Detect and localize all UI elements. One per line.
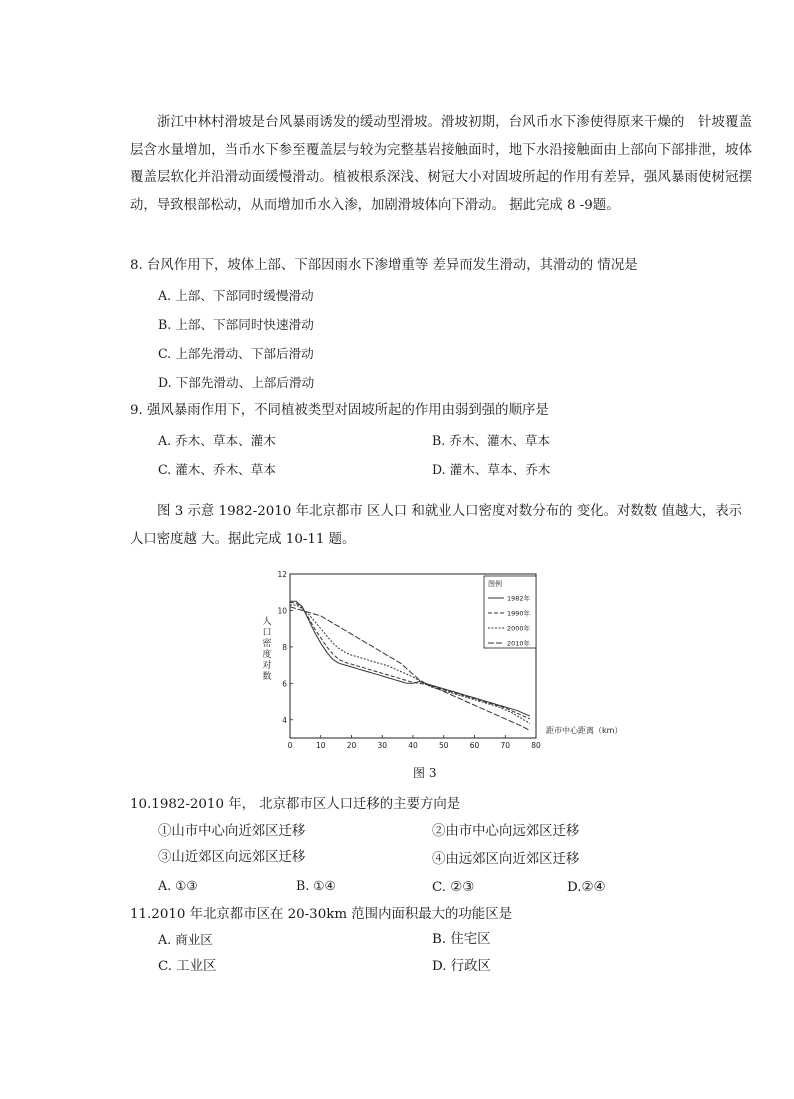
question-11-stem: 11.2010 年北京都市区在 20-30km 范围内面积最大的功能区是 — [130, 907, 512, 922]
question-10-option-c: C. ②③ — [432, 880, 475, 895]
question-11-option-d: D. 行政区 — [432, 959, 491, 974]
x-tick-label: 60 — [469, 741, 480, 750]
question-9-option-c: C. 灌木、乔木、草本 — [158, 462, 276, 477]
legend-label: 1990年 — [507, 609, 531, 618]
question-9-stem: 9. 强风暴雨作用下，不同植被类型对固坡所起的作用由弱到强的顺序是 — [130, 403, 549, 418]
question-10-stem: 10.1982-2010 年， 北京都市区人口迁移的主要方向是 — [130, 797, 461, 812]
question-10-option-a: A. ①③ — [158, 878, 198, 893]
question-8-option-d: D. 下部先滑动、上部后滑动 — [158, 375, 315, 390]
question-10-statement-2: ②由市中心向远郊区迁移 — [432, 824, 580, 839]
question-10-option-d: D.②④ — [567, 880, 606, 895]
x-tick-label: 20 — [346, 741, 357, 750]
x-axis-label: 距市中心距离（km） — [546, 726, 623, 735]
question-9-option-b: B. 乔木、灌木、草本 — [432, 433, 551, 448]
question-11-option-a: A. 商业区 — [158, 932, 213, 947]
question-11-option-b: B. 住宅区 — [432, 932, 491, 947]
passage-1: 浙江中林村滑坡是台风暴雨诱发的缓动型滑坡。滑坡初期，台风币水下渗使得原来干燥的 针坡覆盖层含水量增加，当币水下参至覆盖层与较为完整基岩接触面时，地下水沿接触面由上部向下部排泄，坡体覆盖层软化并沿滑动面缓慢滑动。植被根系深浅、树冠大小对固坡所起的作用有差异，强风暴雨使树冠摆动，导致根部松动，从而增加币水入渗，加剧滑坡体向下滑动。 据此完成 8 -9题。 — [130, 115, 752, 213]
x-tick-label: 50 — [438, 741, 449, 750]
chart-legend — [484, 576, 536, 648]
figure-caption: 图 3 — [413, 766, 437, 780]
y-tick-label: 6 — [282, 679, 287, 689]
legend-label: 2010年 — [507, 639, 531, 648]
x-tick-label: 30 — [377, 741, 388, 750]
legend-label: 2000年 — [507, 624, 531, 633]
question-11-option-c: C. 工业区 — [158, 959, 217, 974]
question-10-statement-4: ④由远郊区向近郊区迁移 — [432, 852, 580, 867]
question-8-option-b: B. 上部、下部同时快速滑动 — [158, 317, 314, 332]
x-tick-label: 70 — [500, 741, 511, 750]
y-tick-label: 8 — [282, 642, 287, 652]
question-10-statement-3: ③山近郊区向远郊区迁移 — [158, 850, 306, 865]
question-9-option-d: D. 灌木、草本、乔木 — [432, 462, 551, 477]
question-10-statement-1: ①山市中心向近郊区迁移 — [158, 824, 306, 839]
x-tick-label: 40 — [408, 741, 418, 750]
x-tick-label: 80 — [531, 741, 541, 750]
question-8-stem: 8. 台风作用下，坡体上部、下部因雨水下渗增重等 差异而发生滑动，其滑动的 情况是 — [130, 258, 638, 273]
legend-label: 1982年 — [507, 594, 531, 603]
question-8-option-c: C. 上部先滑动、下部后滑动 — [158, 346, 314, 361]
question-9-option-a: A. 乔木、草本、灌木 — [158, 433, 276, 448]
passage-2: 图 3 示意 1982-2010 年北京都市 区人口 和就业人口密度对数分布的 变化。对数数 值越大，表示人口密度越 大。据此完成 10-11 题。 — [130, 504, 742, 547]
y-axis-label: 人口密度对数 — [262, 617, 272, 682]
population-density-chart — [255, 566, 647, 752]
x-tick-label: 10 — [315, 741, 326, 750]
y-tick-label: 10 — [277, 606, 287, 616]
y-tick-label: 4 — [282, 715, 287, 725]
question-10-option-b: B. ①④ — [296, 878, 336, 893]
question-8-option-a: A. 上部、下部同时缓慢滑动 — [158, 288, 314, 303]
x-tick-label: 0 — [287, 741, 293, 750]
legend-title: 图例 — [488, 580, 502, 588]
y-tick-label: 12 — [277, 570, 287, 579]
